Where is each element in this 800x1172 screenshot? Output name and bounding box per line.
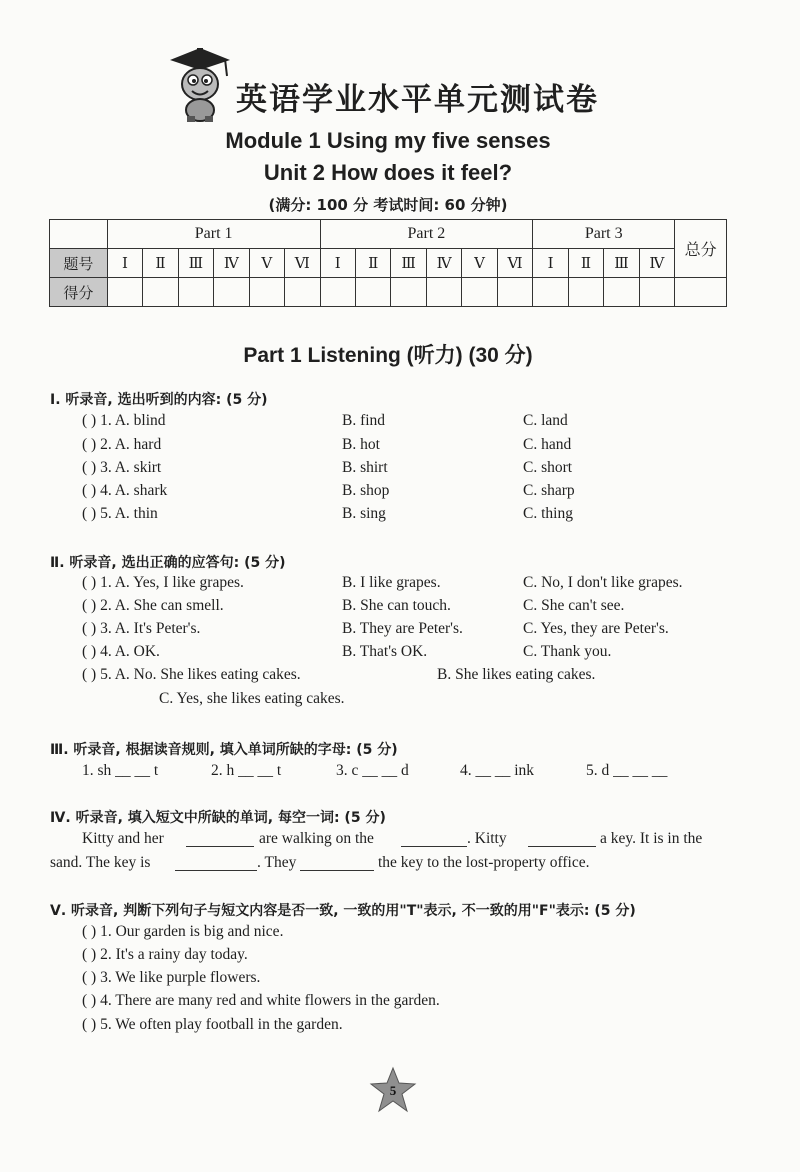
s1-item-a: ( ) 1. A. blind — [82, 412, 166, 429]
s1-item-c: C. short — [523, 459, 573, 476]
s1-item-b: B. shop — [342, 482, 390, 499]
section2-heading: Ⅱ. 听录音, 选出正确的应答句: (5 分) — [50, 555, 286, 571]
s4-blank-4[interactable] — [175, 856, 257, 871]
score-entry-cell[interactable] — [533, 278, 568, 307]
score-entry-cell[interactable] — [604, 278, 639, 307]
s2-item-a: ( ) 1. A. Yes, I like grapes. — [82, 574, 244, 591]
score-entry-cell[interactable] — [391, 278, 426, 307]
s4-blank-5[interactable] — [300, 856, 374, 871]
s1-item-c: C. hand — [523, 436, 572, 453]
score-entry-cell[interactable] — [497, 278, 533, 307]
score-entry-cell[interactable] — [355, 278, 390, 307]
table-cell-numeral: Ⅱ — [568, 249, 603, 278]
s2-item-b: B. I like grapes. — [342, 574, 441, 591]
table-part2-header: Part 2 — [320, 220, 533, 249]
s2-item-a: ( ) 3. A. It's Peter's. — [82, 620, 201, 637]
table-row-label-score: 得分 — [50, 278, 108, 307]
table-cell-numeral: Ⅴ — [462, 249, 497, 278]
s2-item5-a: ( ) 5. A. No. She likes eating cakes. — [82, 666, 301, 683]
s4-blank-1[interactable] — [186, 832, 254, 847]
s3-word: 3. c __ __ d — [336, 762, 409, 779]
score-entry-cell[interactable] — [639, 278, 674, 307]
table-cell-numeral: Ⅲ — [604, 249, 639, 278]
table-cell-numeral: Ⅳ — [426, 249, 461, 278]
table-cell-numeral: Ⅲ — [178, 249, 213, 278]
table-cell-numeral: Ⅱ — [143, 249, 178, 278]
section1-heading: Ⅰ. 听录音, 选出听到的内容: (5 分) — [50, 392, 268, 408]
section4-heading: Ⅳ. 听录音, 填入短文中所缺的单词, 每空一词: (5 分) — [50, 810, 386, 826]
s1-item-a: ( ) 4. A. shark — [82, 482, 168, 499]
s4-blank-3[interactable] — [528, 832, 596, 847]
score-entry-cell[interactable] — [568, 278, 603, 307]
table-total-header: 总分 — [675, 220, 727, 278]
s2-item-c: C. No, I don't like grapes. — [523, 574, 683, 591]
s4-text-4: a key. It is in the — [600, 830, 703, 847]
s3-word: 5. d __ __ __ — [586, 762, 668, 779]
score-entry-cell[interactable] — [214, 278, 249, 307]
page-number-badge — [368, 1066, 418, 1114]
s5-item: ( ) 2. It's a rainy day today. — [82, 946, 248, 963]
s1-item-b: B. shirt — [342, 459, 388, 476]
s2-item5-b: B. She likes eating cakes. — [437, 666, 596, 683]
s4-text-1: Kitty and her — [82, 830, 164, 847]
table-cell-numeral: Ⅰ — [320, 249, 355, 278]
s2-item-a: ( ) 2. A. She can smell. — [82, 597, 224, 614]
table-cell-numeral: Ⅵ — [285, 249, 321, 278]
s4-text-3: . Kitty — [467, 830, 507, 847]
s1-item-c: C. land — [523, 412, 568, 429]
s3-word: 4. __ __ ink — [460, 762, 535, 779]
score-entry-cell[interactable] — [426, 278, 461, 307]
table-cell-numeral: Ⅳ — [639, 249, 674, 278]
s3-word: 2. h __ __ t — [211, 762, 282, 779]
table-cell-numeral: Ⅳ — [214, 249, 249, 278]
score-entry-cell[interactable] — [462, 278, 497, 307]
table-part1-header: Part 1 — [107, 220, 320, 249]
score-table — [49, 219, 727, 307]
s1-item-a: ( ) 5. A. thin — [82, 505, 158, 522]
unit-title: Unit 2 How does it feel? — [263, 160, 513, 185]
s4-text-2: are walking on the — [259, 830, 374, 847]
s2-item-b: B. That's OK. — [342, 643, 428, 660]
table-cell-numeral: Ⅲ — [391, 249, 426, 278]
s4-text-7: the key to the lost-property office. — [378, 854, 590, 871]
s1-item-b: B. sing — [342, 505, 386, 522]
page-number: 5 — [389, 1083, 397, 1098]
score-entry-cell[interactable] — [143, 278, 178, 307]
score-entry-cell[interactable] — [320, 278, 355, 307]
s2-item5-c: C. Yes, she likes eating cakes. — [159, 690, 345, 707]
part1-title: Part 1 Listening (听力) (30 分) — [243, 344, 533, 367]
score-entry-cell[interactable] — [285, 278, 321, 307]
s2-item-a: ( ) 4. A. OK. — [82, 643, 160, 660]
s3-word: 1. sh __ __ t — [82, 762, 159, 779]
s4-text-5: sand. The key is — [50, 854, 151, 871]
s1-item-b: B. hot — [342, 436, 380, 453]
score-entry-cell[interactable] — [249, 278, 284, 307]
score-entry-cell[interactable] — [178, 278, 213, 307]
table-row-label-number: 题号 — [50, 249, 108, 278]
table-cell-numeral: Ⅴ — [249, 249, 284, 278]
s5-item: ( ) 3. We like purple flowers. — [82, 969, 261, 986]
section5-heading: Ⅴ. 听录音, 判断下列句子与短文内容是否一致, 一致的用"T"表示, 不一致的用"F"表示: (5 分) — [50, 903, 636, 919]
exam-title: 英语学业水平单元测试卷 — [236, 82, 599, 118]
s1-item-a: ( ) 2. A. hard — [82, 436, 162, 453]
s2-item-c: C. Yes, they are Peter's. — [523, 620, 669, 637]
table-cell-numeral: Ⅰ — [533, 249, 568, 278]
s1-item-b: B. find — [342, 412, 386, 429]
s2-item-c: C. She can't see. — [523, 597, 625, 614]
score-time-info: (满分: 100 分 考试时间: 60 分钟) — [268, 196, 508, 214]
s1-item-a: ( ) 3. A. skirt — [82, 459, 162, 476]
table-part3-header: Part 3 — [533, 220, 675, 249]
s5-item: ( ) 1. Our garden is big and nice. — [82, 923, 284, 940]
score-entry-cell[interactable] — [107, 278, 142, 307]
s5-item: ( ) 5. We often play football in the garden. — [82, 1016, 343, 1033]
table-cell-numeral: Ⅱ — [355, 249, 390, 278]
table-cell-numeral: Ⅵ — [497, 249, 533, 278]
section3-heading: Ⅲ. 听录音, 根据读音规则, 填入单词所缺的字母: (5 分) — [50, 742, 398, 758]
s2-item-b: B. They are Peter's. — [342, 620, 463, 637]
s2-item-c: C. Thank you. — [523, 643, 612, 660]
s4-blank-2[interactable] — [401, 832, 467, 847]
s1-item-c: C. thing — [523, 505, 573, 522]
table-corner-cell — [50, 220, 108, 249]
module-title: Module 1 Using my five senses — [225, 128, 551, 153]
s2-item-b: B. She can touch. — [342, 597, 451, 614]
total-score-cell[interactable] — [675, 278, 727, 307]
s5-item: ( ) 4. There are many red and white flowers in the garden. — [82, 992, 440, 1009]
s4-text-6: . They — [257, 854, 297, 871]
s1-item-c: C. sharp — [523, 482, 575, 499]
table-cell-numeral: Ⅰ — [107, 249, 142, 278]
mascot-logo-icon — [165, 44, 235, 124]
